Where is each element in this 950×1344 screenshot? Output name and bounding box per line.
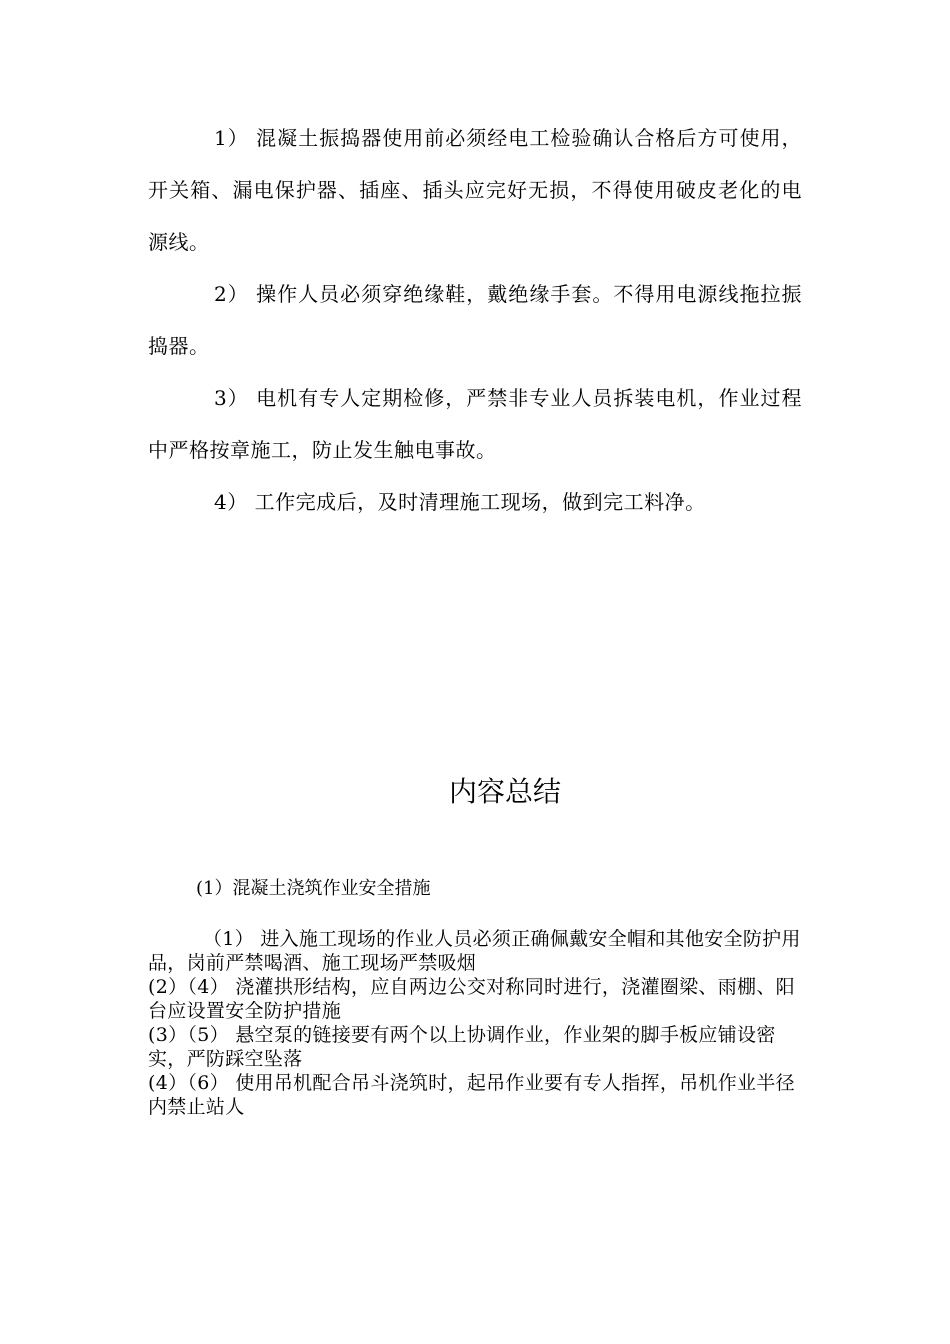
paragraph-1: 1） 混凝土振捣器使用前必须经电工检验确认合格后方可使用，开关箱、漏电保护器、插座、插头应完好无损，不得使用破皮老化的电源线。 bbox=[148, 126, 802, 254]
summary-item-3: (3）（5） 悬空泵的链接要有两个以上协调作业，作业架的脚手板应铺设密实，严防踩空坠落 bbox=[148, 1024, 776, 1070]
paragraph-3: 3） 电机有专人定期检修，严禁非专业人员拆装电机，作业过程中严格按章施工，防止发生触电事故。 bbox=[148, 386, 802, 462]
paragraph-2: 2） 操作人员必须穿绝缘鞋，戴绝缘手套。不得用电源线拖拉振捣器。 bbox=[148, 282, 802, 358]
paragraph-4: 4） 工作完成后，及时清理施工现场，做到完工料净。 bbox=[214, 490, 706, 514]
summary-section-heading: (1）混凝土浇筑作业安全措施 bbox=[196, 878, 431, 899]
summary-item-4: (4）（6） 使用吊机配合吊斗浇筑时，起吊作业要有专人指挥，吊机作业半径内禁止站人 bbox=[148, 1072, 795, 1118]
summary-item-1: （1） 进入施工现场的作业人员必须正确佩戴安全帽和其他安全防护用品，岗前严禁喝酒、施工现场严禁吸烟 bbox=[148, 928, 801, 974]
summary-item-2: (2）（4） 浇灌拱形结构，应自两边公交对称同时进行，浇灌圈梁、雨棚、阳台应设置安全防护措施 bbox=[148, 976, 795, 1022]
summary-title: 内容总结 bbox=[448, 775, 561, 808]
